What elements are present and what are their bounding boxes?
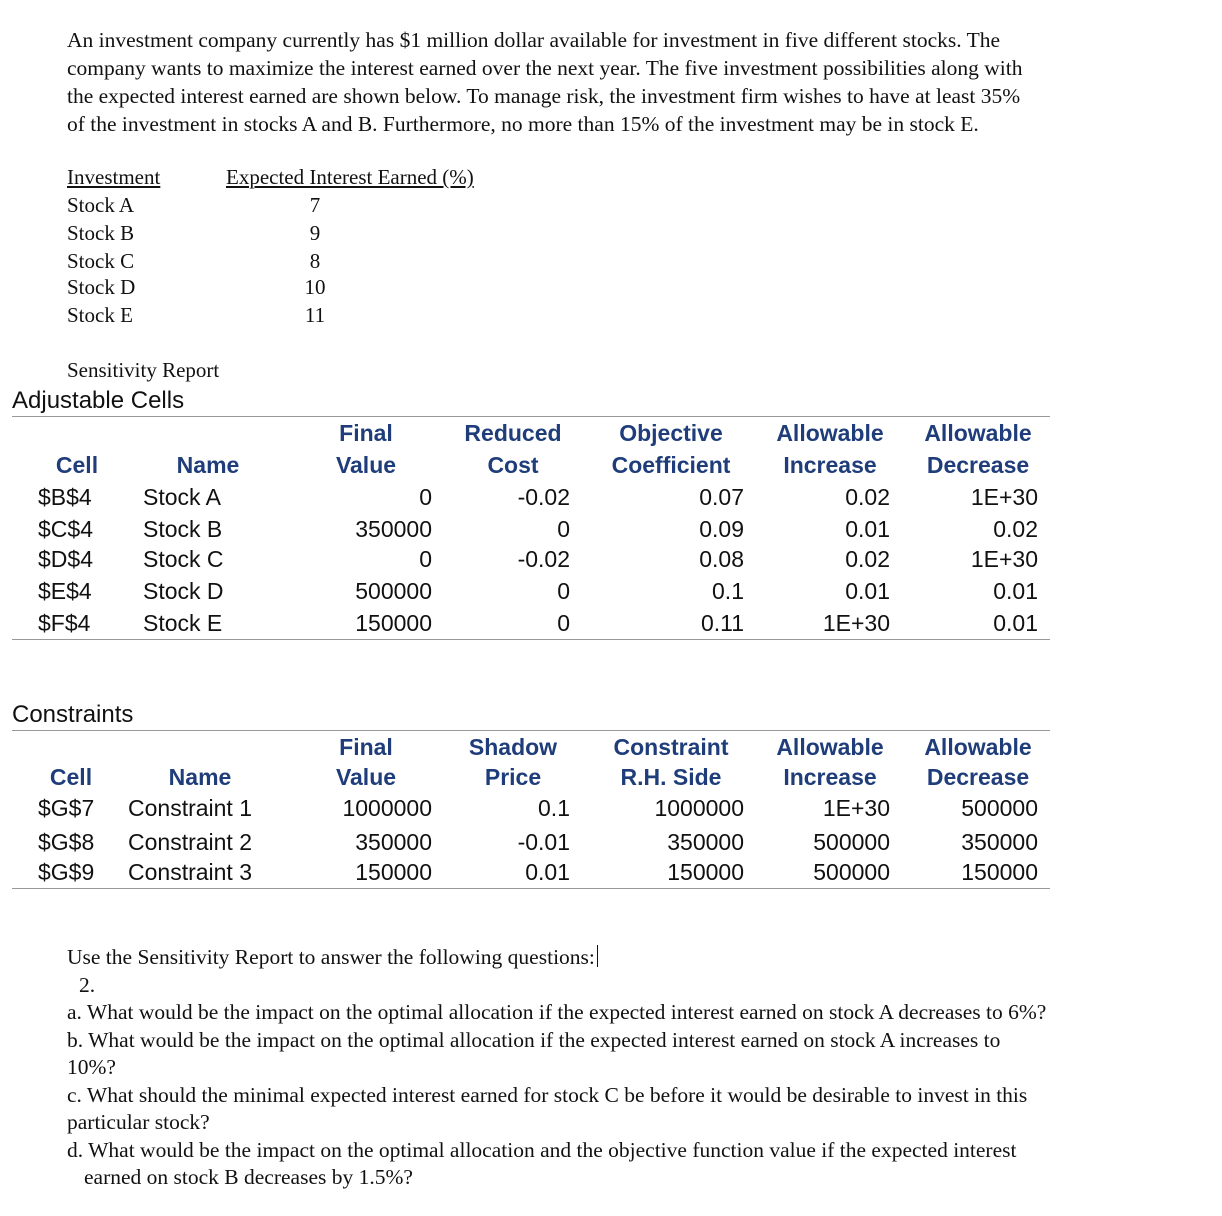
row-decrease: 1E+30 bbox=[970, 546, 1038, 572]
col-header-reduced: Cost bbox=[487, 452, 539, 478]
row-decrease: 1E+30 bbox=[970, 484, 1038, 510]
adjustable-cells-title: Adjustable Cells bbox=[12, 387, 185, 414]
row-rhs: 350000 bbox=[667, 829, 744, 855]
interest-value: 8 bbox=[309, 249, 321, 273]
row-name: Constraint 1 bbox=[128, 795, 253, 821]
col-header-rhs: R.H. Side bbox=[620, 764, 722, 790]
row-cell: $F$4 bbox=[38, 610, 91, 636]
row-final-value: 0 bbox=[419, 546, 432, 572]
interest-value: 10 bbox=[304, 275, 326, 299]
col-header-final: Value bbox=[335, 764, 397, 790]
investment-name: Stock D bbox=[67, 275, 136, 299]
col-header-name: Name bbox=[176, 452, 240, 478]
row-final-value: 500000 bbox=[355, 578, 432, 604]
col-header-shadow: Shadow bbox=[468, 734, 558, 760]
col-header-final: Final bbox=[339, 420, 393, 446]
row-name: Constraint 3 bbox=[128, 859, 253, 885]
divider bbox=[12, 416, 1050, 417]
row-cell: $C$4 bbox=[38, 516, 93, 542]
row-increase: 0.01 bbox=[845, 516, 890, 542]
row-cell: $G$7 bbox=[38, 795, 95, 821]
row-cell: $G$9 bbox=[38, 859, 95, 885]
row-shadow-price: -0.01 bbox=[517, 829, 570, 855]
row-cell: $B$4 bbox=[38, 484, 92, 510]
row-final-value: 0 bbox=[419, 484, 432, 510]
question-b-cont: 10%? bbox=[67, 1055, 116, 1079]
interest-value: 11 bbox=[304, 303, 326, 327]
problem-line: An investment company currently has $1 million dollar available for investment in five different stocks. The bbox=[67, 28, 1001, 52]
divider bbox=[12, 639, 1050, 640]
row-increase: 500000 bbox=[813, 859, 890, 885]
col-header-increase: Allowable bbox=[776, 734, 884, 760]
col-header-final: Value bbox=[335, 452, 397, 478]
col-header-increase: Allowable bbox=[776, 420, 884, 446]
problem-statement bbox=[67, 26, 1167, 138]
row-rhs: 1000000 bbox=[654, 795, 744, 821]
row-increase: 500000 bbox=[813, 829, 890, 855]
interest-value: 9 bbox=[309, 221, 321, 245]
row-objective: 0.08 bbox=[699, 546, 744, 572]
question-a: a. What would be the impact on the optimal allocation if the expected interest earned on stock A decreases to 6%? bbox=[67, 1000, 1047, 1024]
col-header-reduced: Reduced bbox=[464, 420, 562, 446]
row-reduced-cost: -0.02 bbox=[517, 546, 570, 572]
question-d-cont: earned on stock B decreases by 1.5%? bbox=[84, 1165, 413, 1189]
col-header-name: Name bbox=[168, 764, 232, 790]
col-header-final: Final bbox=[339, 734, 393, 760]
divider bbox=[12, 730, 1050, 731]
question-c-cont: particular stock? bbox=[67, 1110, 210, 1134]
col-header-decrease: Allowable bbox=[924, 420, 1032, 446]
row-cell: $G$8 bbox=[38, 829, 95, 855]
col-header-objective: Coefficient bbox=[611, 452, 731, 478]
row-final-value: 150000 bbox=[355, 859, 432, 885]
investment-name: Stock C bbox=[67, 249, 135, 273]
row-shadow-price: 0.1 bbox=[538, 795, 570, 821]
row-decrease: 150000 bbox=[961, 859, 1038, 885]
row-objective: 0.1 bbox=[712, 578, 744, 604]
question-b: b. What would be the impact on the optimal allocation if the expected interest earned on stock A increases to bbox=[67, 1027, 1001, 1052]
questions-intro bbox=[67, 944, 1177, 972]
col-header-cell: Cell bbox=[55, 452, 99, 478]
col-header-cell: Cell bbox=[49, 764, 93, 790]
col-header-rhs: Constraint bbox=[613, 734, 729, 760]
row-decrease: 500000 bbox=[961, 795, 1038, 821]
questions-block bbox=[67, 944, 1177, 1192]
investment-header: Investment bbox=[67, 165, 161, 189]
row-name: Stock B bbox=[143, 516, 223, 542]
row-cell: $E$4 bbox=[38, 578, 92, 604]
row-name: Stock C bbox=[143, 546, 224, 572]
investment-name: Stock B bbox=[67, 221, 135, 245]
problem-line: company wants to maximize the interest earned over the next year. The five investment possibilities along with bbox=[67, 56, 1023, 80]
problem-line: of the investment in stocks A and B. Furthermore, no more than 15% of the investment may be in stock E. bbox=[67, 112, 979, 136]
row-final-value: 350000 bbox=[355, 516, 432, 542]
constraints-title: Constraints bbox=[12, 701, 134, 728]
row-name: Stock E bbox=[143, 610, 223, 636]
questions-intro-text: Use the Sensitivity Report to answer the following questions: bbox=[67, 945, 595, 969]
row-reduced-cost: 0 bbox=[557, 516, 570, 542]
row-decrease: 0.01 bbox=[993, 610, 1038, 636]
col-header-decrease: Decrease bbox=[926, 452, 1030, 478]
question-number: 2. bbox=[79, 972, 96, 997]
row-objective: 0.09 bbox=[699, 516, 744, 542]
row-reduced-cost: 0 bbox=[557, 578, 570, 604]
row-reduced-cost: -0.02 bbox=[517, 484, 570, 510]
row-increase: 0.01 bbox=[845, 578, 890, 604]
row-final-value: 350000 bbox=[355, 829, 432, 855]
col-header-decrease: Decrease bbox=[926, 764, 1030, 790]
col-header-increase: Increase bbox=[783, 764, 877, 790]
text-cursor bbox=[597, 945, 599, 967]
row-shadow-price: 0.01 bbox=[525, 859, 570, 885]
divider bbox=[12, 888, 1050, 889]
question-c: c. What should the minimal expected interest earned for stock C be before it would be desirable to invest in this bbox=[67, 1082, 1028, 1107]
row-decrease: 0.02 bbox=[993, 516, 1038, 542]
col-header-decrease: Allowable bbox=[924, 734, 1032, 760]
row-increase: 1E+30 bbox=[822, 795, 890, 821]
problem-line: the expected interest earned are shown below. To manage risk, the investment firm wishes to have at least 35% bbox=[67, 84, 1021, 108]
row-final-value: 1000000 bbox=[342, 795, 432, 821]
investment-name: Stock A bbox=[67, 193, 135, 217]
row-decrease: 350000 bbox=[961, 829, 1038, 855]
row-decrease: 0.01 bbox=[993, 578, 1038, 604]
interest-value: 7 bbox=[309, 193, 321, 217]
row-rhs: 150000 bbox=[667, 859, 744, 885]
row-cell: $D$4 bbox=[38, 546, 93, 572]
interest-header: Expected Interest Earned (%) bbox=[226, 165, 474, 189]
row-name: Constraint 2 bbox=[128, 829, 253, 855]
row-increase: 0.02 bbox=[845, 484, 890, 510]
row-name: Stock A bbox=[143, 484, 221, 510]
col-header-shadow: Price bbox=[484, 764, 542, 790]
sensitivity-report-label: Sensitivity Report bbox=[67, 358, 220, 382]
investment-name: Stock E bbox=[67, 303, 133, 327]
row-reduced-cost: 0 bbox=[557, 610, 570, 636]
col-header-increase: Increase bbox=[783, 452, 877, 478]
row-objective: 0.07 bbox=[699, 484, 744, 510]
row-objective: 0.11 bbox=[700, 610, 744, 636]
row-increase: 1E+30 bbox=[822, 610, 890, 636]
col-header-objective: Objective bbox=[619, 420, 723, 446]
row-increase: 0.02 bbox=[845, 546, 890, 572]
question-d: d. What would be the impact on the optimal allocation and the objective function value if the expected interest bbox=[67, 1137, 1017, 1162]
row-name: Stock D bbox=[143, 578, 224, 604]
row-final-value: 150000 bbox=[355, 610, 432, 636]
